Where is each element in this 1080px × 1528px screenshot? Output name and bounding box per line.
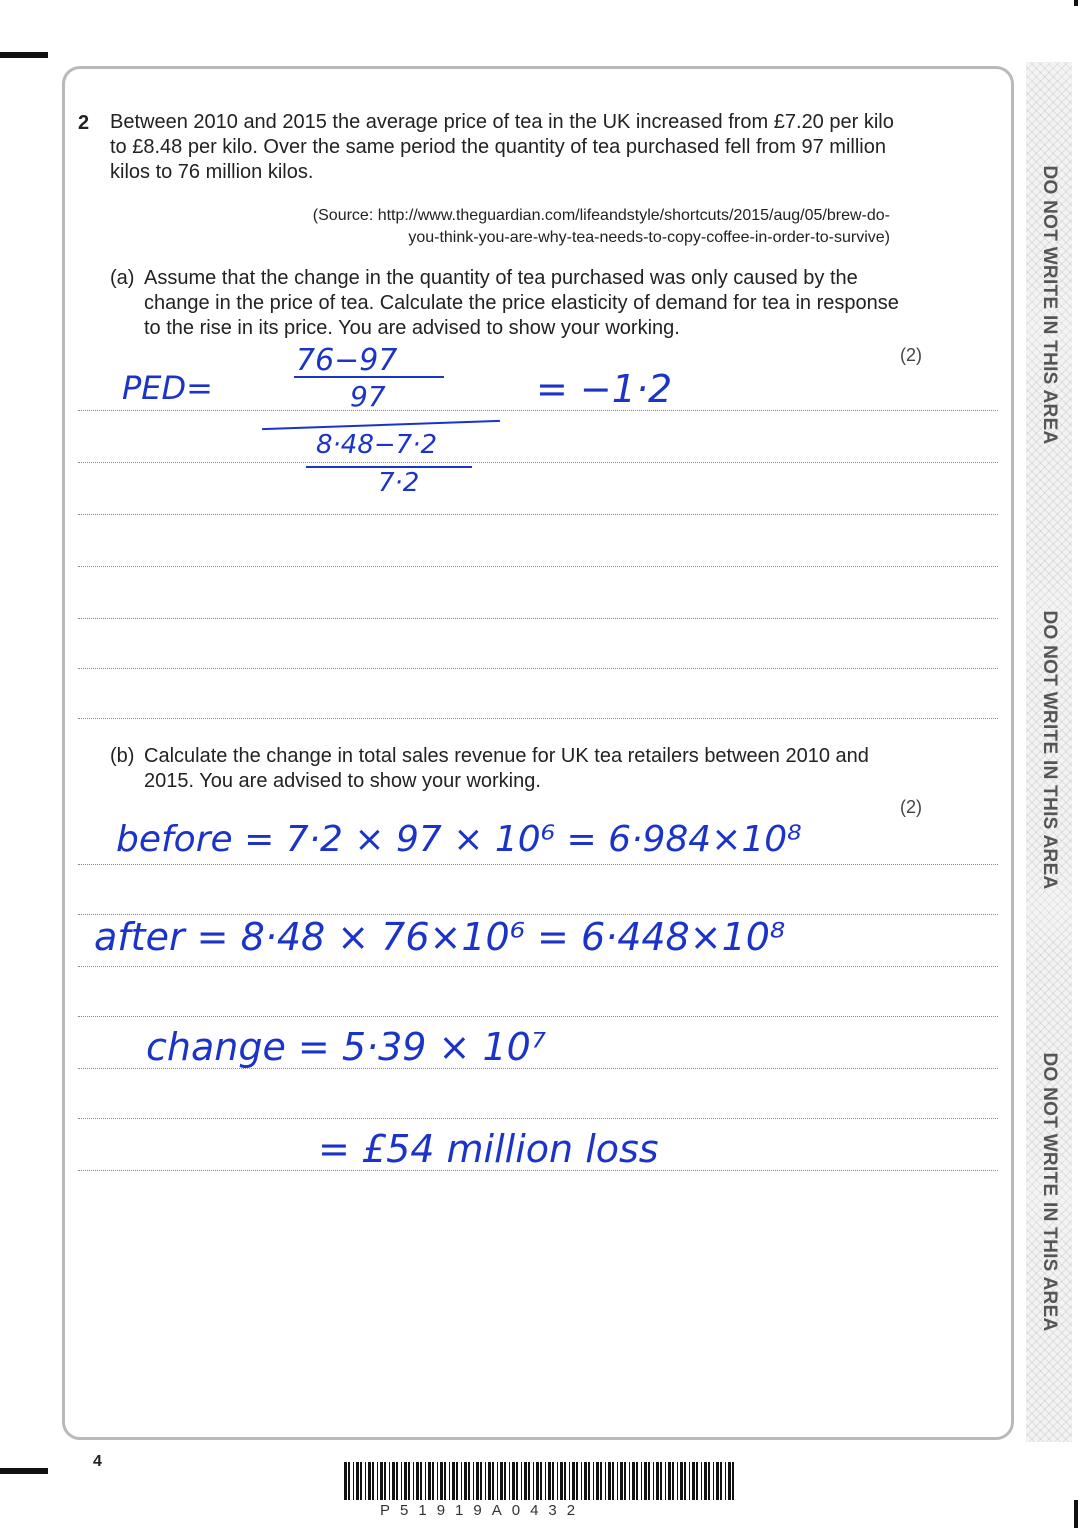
barcode-bar (660, 1462, 662, 1500)
barcode-bar (516, 1462, 518, 1500)
handwriting-before: before = 7·2 × 97 × 10⁶ = 6·984×10⁸ (116, 819, 802, 860)
barcode-bar (612, 1462, 614, 1500)
barcode-bar (672, 1462, 674, 1500)
barcode-bar (533, 1462, 534, 1500)
answer-line (78, 1016, 998, 1017)
barcode-bar (416, 1462, 419, 1500)
barcode-bar (620, 1462, 623, 1500)
barcode-bar (708, 1462, 710, 1500)
answer-line (78, 864, 998, 865)
barcode-bar (497, 1462, 498, 1500)
barcode-bar (440, 1462, 443, 1500)
barcode-bar (692, 1462, 695, 1500)
question-text: Between 2010 and 2015 the average price of tea in the UK increased from £7.20 per kilo to £8.48 per kilo. Over the same period the quantity of tea purchased fell from 97 million kilos to 76 million kilos. (110, 111, 894, 183)
registration-mark-top-right (1074, 0, 1078, 6)
barcode-bar (644, 1462, 647, 1500)
barcode-bar (464, 1462, 467, 1500)
part-b-marks: (2) (900, 797, 922, 817)
handwriting-denominator-bottom: 7·2 (378, 468, 420, 498)
barcode-bar (668, 1462, 671, 1500)
barcode-bar (425, 1462, 426, 1500)
registration-mark-bottom-left (0, 1468, 48, 1474)
barcode-bar (632, 1462, 635, 1500)
page-number: 4 (93, 1453, 102, 1470)
barcode-bar (344, 1462, 347, 1500)
answer-line (78, 618, 998, 619)
barcode-bar (521, 1462, 522, 1500)
answer-line (78, 566, 998, 567)
answer-line (78, 514, 998, 515)
barcode-bar (720, 1462, 722, 1500)
barcode-bar (600, 1462, 602, 1500)
barcode-bar (492, 1462, 494, 1500)
barcode-bar (548, 1462, 551, 1500)
barcode-bar (480, 1462, 482, 1500)
barcode-bar (524, 1462, 527, 1500)
barcode-bar (605, 1462, 606, 1500)
barcode-bar (456, 1462, 458, 1500)
handwriting-ped-result: = −1·2 (536, 367, 673, 411)
barcode-bar (509, 1462, 510, 1500)
barcode-bar (396, 1462, 398, 1500)
barcode-bar (564, 1462, 566, 1500)
barcode-bar (444, 1462, 446, 1500)
barcode-bar (512, 1462, 515, 1500)
source-citation (190, 205, 890, 249)
margin-warning-3: DO NOT WRITE IN THIS AREA (1039, 1052, 1060, 1332)
barcode-bar (384, 1462, 386, 1500)
source-line-2: you-think-you-are-why-tea-needs-to-copy-coffee-in-order-to-survive) (408, 229, 890, 246)
barcode-bar (392, 1462, 395, 1500)
part-a-marks: (2) (900, 345, 922, 365)
barcode-bar (428, 1462, 431, 1500)
barcode-bar (725, 1462, 726, 1500)
barcode-bar (701, 1462, 702, 1500)
handwriting-numerator-bottom: 97 (350, 380, 386, 413)
part-b-label: (b) (110, 745, 135, 767)
barcode-bar (432, 1462, 434, 1500)
handwriting-numerator-top: 76−97 (296, 343, 398, 378)
barcode-bar (420, 1462, 422, 1500)
barcode-bar (653, 1462, 654, 1500)
margin-warning-2: DO NOT WRITE IN THIS AREA (1039, 610, 1060, 890)
barcode-bar (569, 1462, 570, 1500)
barcode-bar (476, 1462, 479, 1500)
barcode-bar (372, 1462, 374, 1500)
barcode-bar (584, 1462, 587, 1500)
barcode-bar (576, 1462, 578, 1500)
barcode-bar (596, 1462, 599, 1500)
barcode-bar (485, 1462, 486, 1500)
barcode-bar (713, 1462, 714, 1500)
barcode-bar (452, 1462, 455, 1500)
barcode-bar (641, 1462, 642, 1500)
barcode-bar (468, 1462, 470, 1500)
barcode-bar (408, 1462, 410, 1500)
barcode-bar (680, 1462, 683, 1500)
barcode-bar (404, 1462, 407, 1500)
barcode-bar (588, 1462, 590, 1500)
registration-mark-top-left (0, 52, 48, 58)
barcode-bar (560, 1462, 563, 1500)
barcode-bar (696, 1462, 698, 1500)
barcode-bar (449, 1462, 450, 1500)
answer-line (78, 1118, 998, 1119)
barcode-bar (636, 1462, 638, 1500)
barcode-bar (413, 1462, 414, 1500)
barcode-bar (728, 1462, 731, 1500)
handwriting-result: = £54 million loss (318, 1127, 659, 1171)
part-b-prompt (110, 744, 910, 794)
registration-mark-bottom-right (1074, 1500, 1078, 1528)
barcode-bar (732, 1462, 734, 1500)
handwriting-ped-label: PED= (122, 369, 213, 407)
barcode-bar (665, 1462, 666, 1500)
answer-line (78, 462, 998, 463)
barcode-bar (356, 1462, 359, 1500)
barcode-bar (545, 1462, 546, 1500)
barcode-bar (365, 1462, 366, 1500)
barcode-bar (572, 1462, 575, 1500)
barcode-bar (461, 1462, 462, 1500)
question-number: 2 (78, 112, 90, 134)
barcode-bar (500, 1462, 503, 1500)
barcode-bar (540, 1462, 542, 1500)
handwriting-denominator-top: 8·48−7·2 (316, 430, 438, 460)
barcode-bar (528, 1462, 530, 1500)
barcode-bar (716, 1462, 719, 1500)
barcode-bar (581, 1462, 582, 1500)
barcode-bar (377, 1462, 378, 1500)
barcode-bar (401, 1462, 402, 1500)
handwriting-after: after = 8·48 × 76×10⁶ = 6·448×10⁸ (94, 915, 786, 959)
barcode-bar (348, 1462, 350, 1500)
barcode-bar (536, 1462, 539, 1500)
part-a-text: Assume that the change in the quantity of tea purchased was only caused by the change in the price of tea. Calculate the price elasticity of demand for tea in response to the rise in its price. You are advised to show your working. (144, 267, 899, 339)
barcode-bar (677, 1462, 678, 1500)
barcode-bar (624, 1462, 626, 1500)
barcode-text: P51919A0432 (380, 1502, 586, 1519)
barcode-bar (648, 1462, 650, 1500)
source-line-1: (Source: http://www.theguardian.com/lifeandstyle/shortcuts/2015/aug/05/brew-do- (312, 207, 890, 224)
barcode-bar (629, 1462, 630, 1500)
barcode-bar (353, 1462, 354, 1500)
barcode-bar (437, 1462, 438, 1500)
barcode-bar (593, 1462, 594, 1500)
barcode-bar (389, 1462, 390, 1500)
barcode-bar (473, 1462, 474, 1500)
answer-line (78, 668, 998, 669)
part-a-label: (a) (110, 267, 135, 289)
barcode-bar (488, 1462, 491, 1500)
margin-warning-1: DO NOT WRITE IN THIS AREA (1039, 165, 1060, 445)
barcode-bar (360, 1462, 362, 1500)
barcode-bar (380, 1462, 383, 1500)
barcode-bar (504, 1462, 506, 1500)
barcode-bar (617, 1462, 618, 1500)
part-a-prompt (110, 266, 910, 341)
barcode (344, 1462, 736, 1500)
barcode-bar (368, 1462, 371, 1500)
barcode-bar (684, 1462, 686, 1500)
handwriting-fraction-bar-1 (294, 376, 444, 378)
barcode-bar (704, 1462, 707, 1500)
part-b-text: Calculate the change in total sales revenue for UK tea retailers between 2010 and 2015. You are advised to show your working. (144, 745, 869, 792)
barcode-bar (557, 1462, 558, 1500)
barcode-bar (656, 1462, 659, 1500)
answer-line (78, 718, 998, 719)
handwriting-change: change = 5·39 × 10⁷ (146, 1025, 547, 1069)
barcode-bar (608, 1462, 611, 1500)
barcode-bar (552, 1462, 554, 1500)
barcode-bar (689, 1462, 690, 1500)
answer-line (78, 966, 998, 967)
